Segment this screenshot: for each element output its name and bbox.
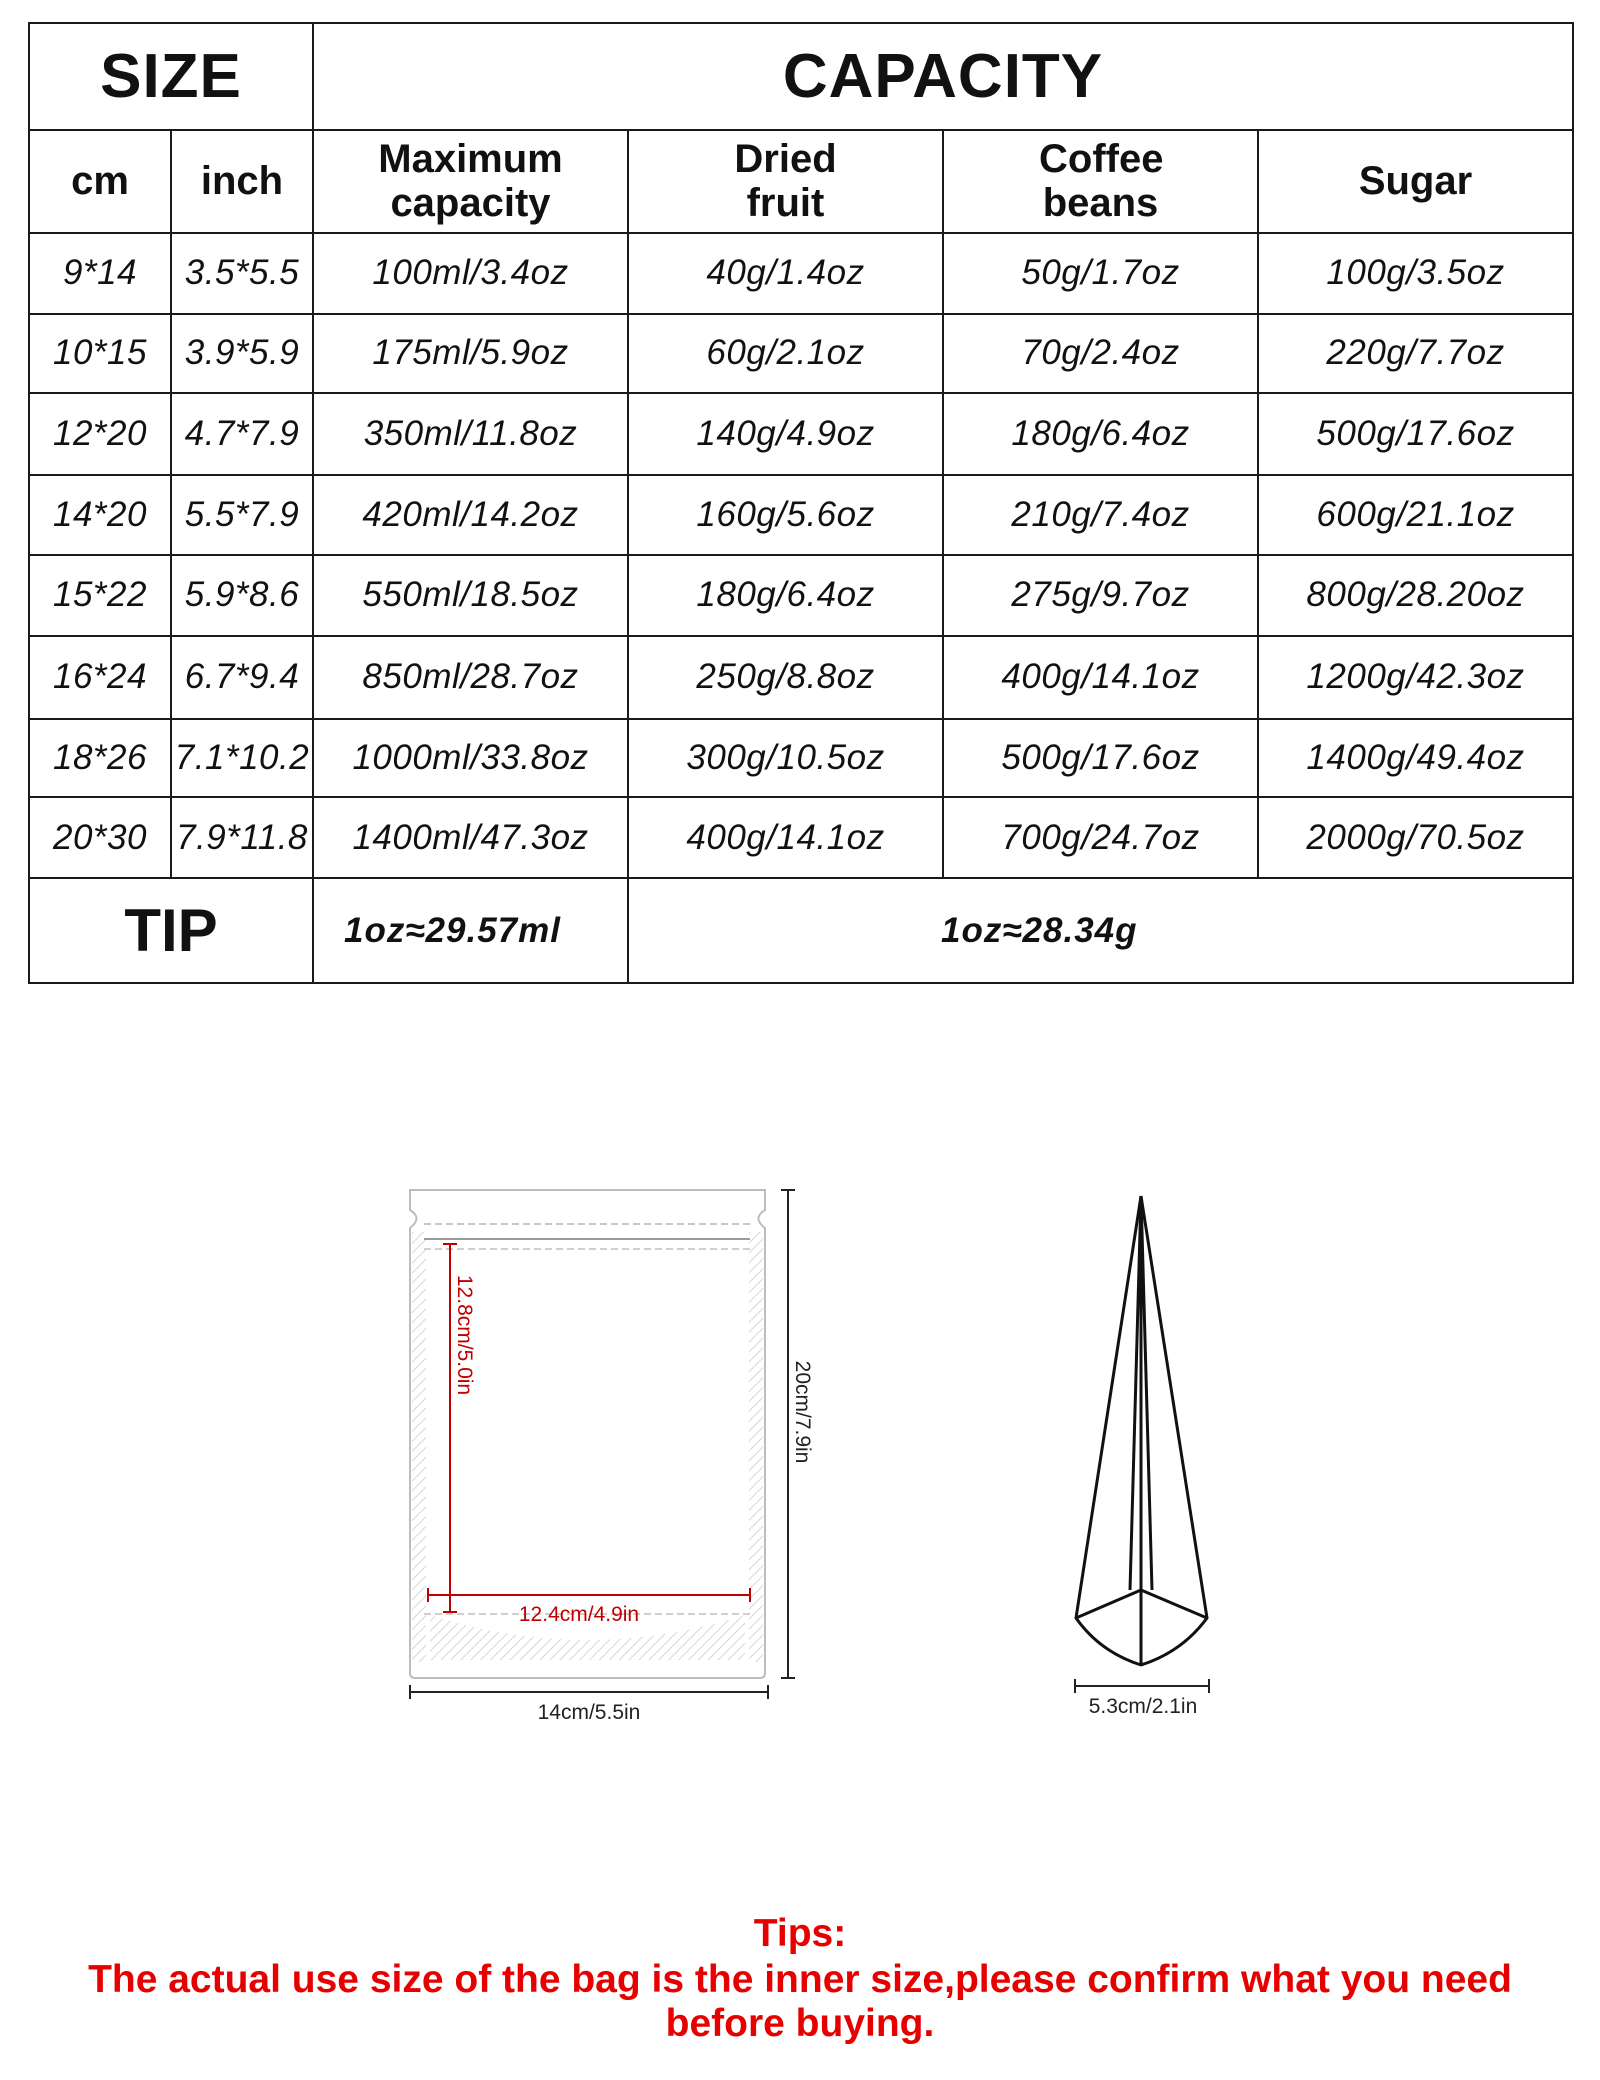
gusset-width-label: 5.3cm/2.1in [1088,1695,1198,1718]
cm-cell: 20*30 [29,797,171,878]
sugar-cell: 220g/7.7oz [1258,314,1573,393]
max-capacity-cell: 175ml/5.9oz [313,314,628,393]
coffee-beans-cell: 70g/2.4oz [943,314,1258,393]
gusset-dimension-line [1075,1679,1209,1693]
tips-title: Tips: [753,1912,847,1955]
sugar-cell: 100g/3.5oz [1258,233,1573,313]
table-row [29,314,1573,393]
max-capacity-cell: 550ml/18.5oz [313,555,628,636]
dried-fruit-cell: 140g/4.9oz [628,393,943,475]
cm-header: cm [29,130,171,234]
size-capacity-table [28,22,1574,984]
inch-cell: 7.1*10.2 [171,719,313,797]
dried-fruit-cell: 160g/5.6oz [628,475,943,554]
inch-cell: 6.7*9.4 [171,636,313,718]
table-row [29,233,1573,313]
table-row [29,393,1573,475]
dried-fruit-cell: 250g/8.8oz [628,636,943,718]
cm-cell: 10*15 [29,314,171,393]
tip-label: TIP [29,878,313,983]
inner-height-label: 12.8cm/5.0in [453,1274,476,1396]
cm-cell: 15*22 [29,555,171,636]
dried-fruit-cell: 400g/14.1oz [628,797,943,878]
outer-width-label: 14cm/5.5in [537,1701,641,1724]
sugar-cell: 2000g/70.5oz [1258,797,1573,878]
dried-fruit-cell: 180g/6.4oz [628,555,943,636]
capacity-header: CAPACITY [313,23,1573,130]
max-capacity-cell: 1000ml/33.8oz [313,719,628,797]
coffee-beans-cell: 275g/9.7oz [943,555,1258,636]
dried-fruit-header: Dried fruit [628,130,943,234]
table-row [29,797,1573,878]
coffee-beans-cell: 400g/14.1oz [943,636,1258,718]
dried-fruit-cell: 40g/1.4oz [628,233,943,313]
inner-width-label: 12.4cm/4.9in [518,1603,640,1626]
max-capacity-header: Maximum capacity [313,130,628,234]
side-gusset-outline [1076,1196,1207,1665]
coffee-beans-cell: 50g/1.7oz [943,233,1258,313]
coffee-beans-header: Coffee beans [943,130,1258,234]
table-row [29,555,1573,636]
max-capacity-cell: 420ml/14.2oz [313,475,628,554]
cm-cell: 16*24 [29,636,171,718]
table-row [29,475,1573,554]
tip-ml-conversion: 1oz≈29.57ml [313,878,628,983]
outer-height-label: 20cm/7.9in [791,1360,814,1464]
inch-cell: 3.9*5.9 [171,314,313,393]
sugar-cell: 800g/28.20oz [1258,555,1573,636]
sugar-cell: 1400g/49.4oz [1258,719,1573,797]
inch-cell: 5.5*7.9 [171,475,313,554]
table-row [29,636,1573,718]
inch-header: inch [171,130,313,234]
bag-dimension-diagram [0,1140,1600,1760]
tip-gram-conversion: 1oz≈28.34g [628,878,1573,983]
dried-fruit-cell: 300g/10.5oz [628,719,943,797]
sugar-cell: 500g/17.6oz [1258,393,1573,475]
dried-fruit-cell: 60g/2.1oz [628,314,943,393]
cm-cell: 18*26 [29,719,171,797]
inch-cell: 4.7*7.9 [171,393,313,475]
table-row [29,719,1573,797]
sugar-cell: 600g/21.1oz [1258,475,1573,554]
coffee-beans-cell: 500g/17.6oz [943,719,1258,797]
max-capacity-cell: 100ml/3.4oz [313,233,628,313]
cm-cell: 9*14 [29,233,171,313]
max-capacity-cell: 1400ml/47.3oz [313,797,628,878]
inch-cell: 7.9*11.8 [171,797,313,878]
size-header: SIZE [29,23,313,130]
coffee-beans-cell: 180g/6.4oz [943,393,1258,475]
max-capacity-cell: 350ml/11.8oz [313,393,628,475]
cm-cell: 12*20 [29,393,171,475]
inch-cell: 5.9*8.6 [171,555,313,636]
max-capacity-cell: 850ml/28.7oz [313,636,628,718]
coffee-beans-cell: 700g/24.7oz [943,797,1258,878]
sugar-header: Sugar [1258,130,1573,234]
tips-body: The actual use size of the bag is the inner size,please confirm what you need before buying. [88,1958,1512,2046]
coffee-beans-cell: 210g/7.4oz [943,475,1258,554]
sugar-cell: 1200g/42.3oz [1258,636,1573,718]
inch-cell: 3.5*5.5 [171,233,313,313]
cm-cell: 14*20 [29,475,171,554]
